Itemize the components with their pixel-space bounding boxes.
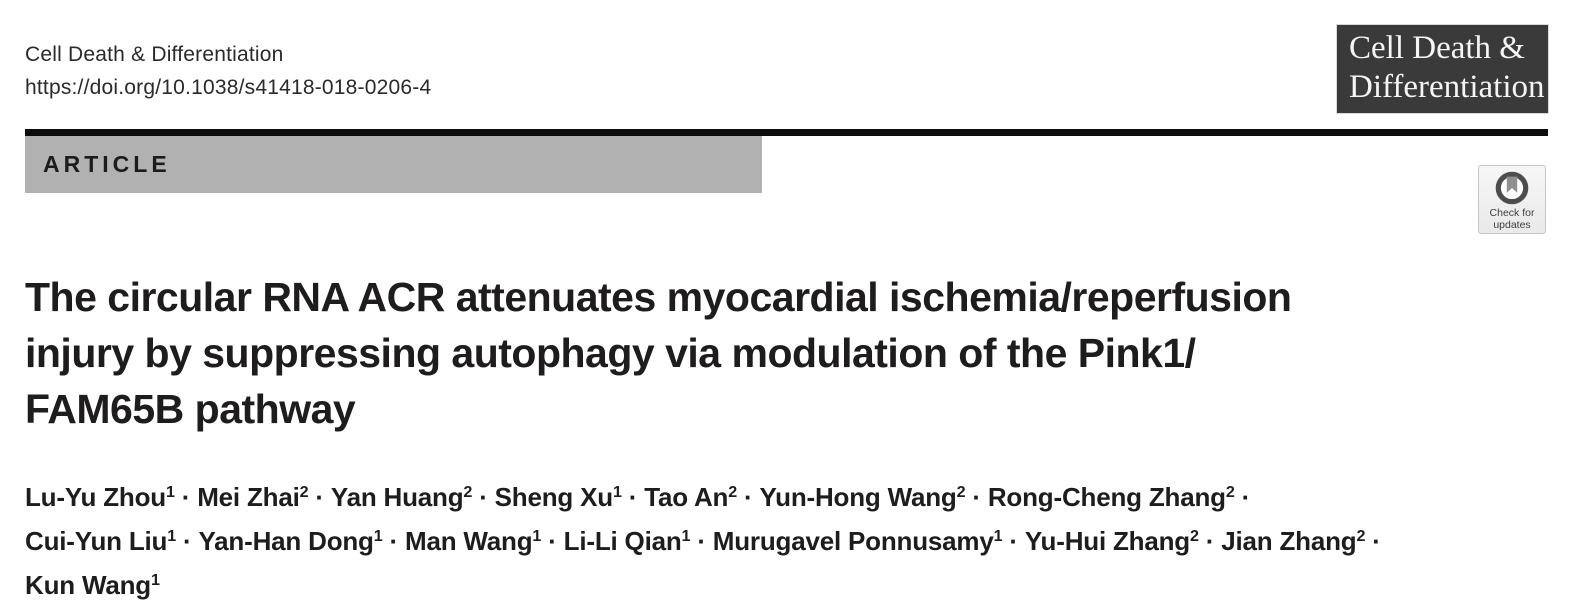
author-affiliation-superscript: 1	[167, 527, 176, 546]
author-name: Li-Li Qian	[563, 526, 682, 556]
author-name: Yun-Hong Wang	[759, 482, 957, 512]
journal-name: Cell Death & Differentiation	[25, 43, 284, 66]
author-separator-dot: ·	[1241, 482, 1251, 512]
author-separator-dot: ·	[743, 482, 753, 512]
author-affiliation-superscript: 1	[165, 483, 175, 502]
author-name: Yan-Han Dong	[198, 526, 374, 556]
check-for-updates-badge[interactable]	[1478, 165, 1546, 234]
author-name: Cui-Yun Liu	[25, 526, 168, 556]
author-name: Tao An	[644, 482, 729, 512]
author-name: Rong-Cheng Zhang	[987, 482, 1226, 512]
author-affiliation-superscript: 2	[728, 483, 737, 502]
author-separator-dot: ·	[181, 482, 191, 512]
author-name: Lu-Yu Zhou	[25, 482, 166, 512]
author-separator-dot: ·	[479, 482, 488, 512]
author-name: Jian Zhang	[1221, 526, 1357, 556]
author-affiliation-superscript: 1	[532, 527, 542, 546]
author-affiliation-superscript: 1	[373, 527, 383, 546]
author-affiliation-superscript: 2	[956, 483, 966, 502]
article-type-label: ARTICLE	[43, 151, 171, 177]
author-separator-dot: ·	[628, 482, 638, 512]
author-separator-dot: ·	[315, 482, 324, 512]
author-affiliation-superscript: 1	[150, 571, 160, 590]
author-affiliation-superscript: 2	[1225, 483, 1235, 502]
author-line	[25, 521, 1388, 565]
author-separator-dot: ·	[1205, 526, 1215, 556]
author-list	[25, 477, 1388, 609]
author-separator-dot: ·	[1372, 526, 1381, 556]
author-separator-dot: ·	[389, 526, 398, 556]
author-line	[25, 477, 1388, 521]
author-line	[25, 565, 1388, 609]
article-title	[25, 269, 1291, 437]
journal-logo-line2: Differentiation	[1349, 69, 1545, 105]
author-separator-dot: ·	[548, 526, 557, 556]
author-name: Yan Huang	[330, 482, 464, 512]
author-affiliation-superscript: 1	[993, 527, 1003, 546]
author-name: Yu-Hui Zhang	[1024, 526, 1190, 556]
author-name: Man Wang	[404, 526, 533, 556]
author-name: Mei Zhai	[197, 482, 300, 512]
author-name: Murugavel Ponnusamy	[712, 526, 994, 556]
author-separator-dot: ·	[697, 526, 706, 556]
author-name: Kun Wang	[25, 570, 151, 600]
author-separator-dot: ·	[183, 526, 192, 556]
article-title-line: injury by suppressing autophagy via modulation of the Pink1/	[25, 330, 1196, 376]
author-separator-dot: ·	[972, 482, 981, 512]
check-for-updates-text: Check for updates	[1489, 207, 1535, 231]
journal-logo-line1: Cell Death &	[1349, 30, 1525, 66]
author-name: Sheng Xu	[494, 482, 613, 512]
journal-header-block	[25, 38, 431, 104]
author-affiliation-superscript: 2	[1356, 527, 1366, 546]
article-title-line: The circular RNA ACR attenuates myocardial ischemia/reperfusion	[25, 274, 1292, 320]
author-affiliation-superscript: 1	[612, 483, 622, 502]
doi-link[interactable]: https://doi.org/10.1038/s41418-018-0206-4	[25, 76, 432, 99]
author-affiliation-superscript: 2	[1189, 527, 1199, 546]
author-affiliation-superscript: 2	[299, 483, 309, 502]
author-affiliation-superscript: 2	[463, 483, 473, 502]
journal-logo	[1337, 25, 1548, 113]
author-affiliation-superscript: 1	[681, 527, 691, 546]
author-separator-dot: ·	[1009, 526, 1018, 556]
article-type-banner	[25, 136, 762, 193]
header-divider-rule	[25, 129, 1548, 136]
article-title-line: FAM65B pathway	[25, 386, 356, 432]
crossmark-bookmark-circle-icon	[1495, 171, 1529, 205]
